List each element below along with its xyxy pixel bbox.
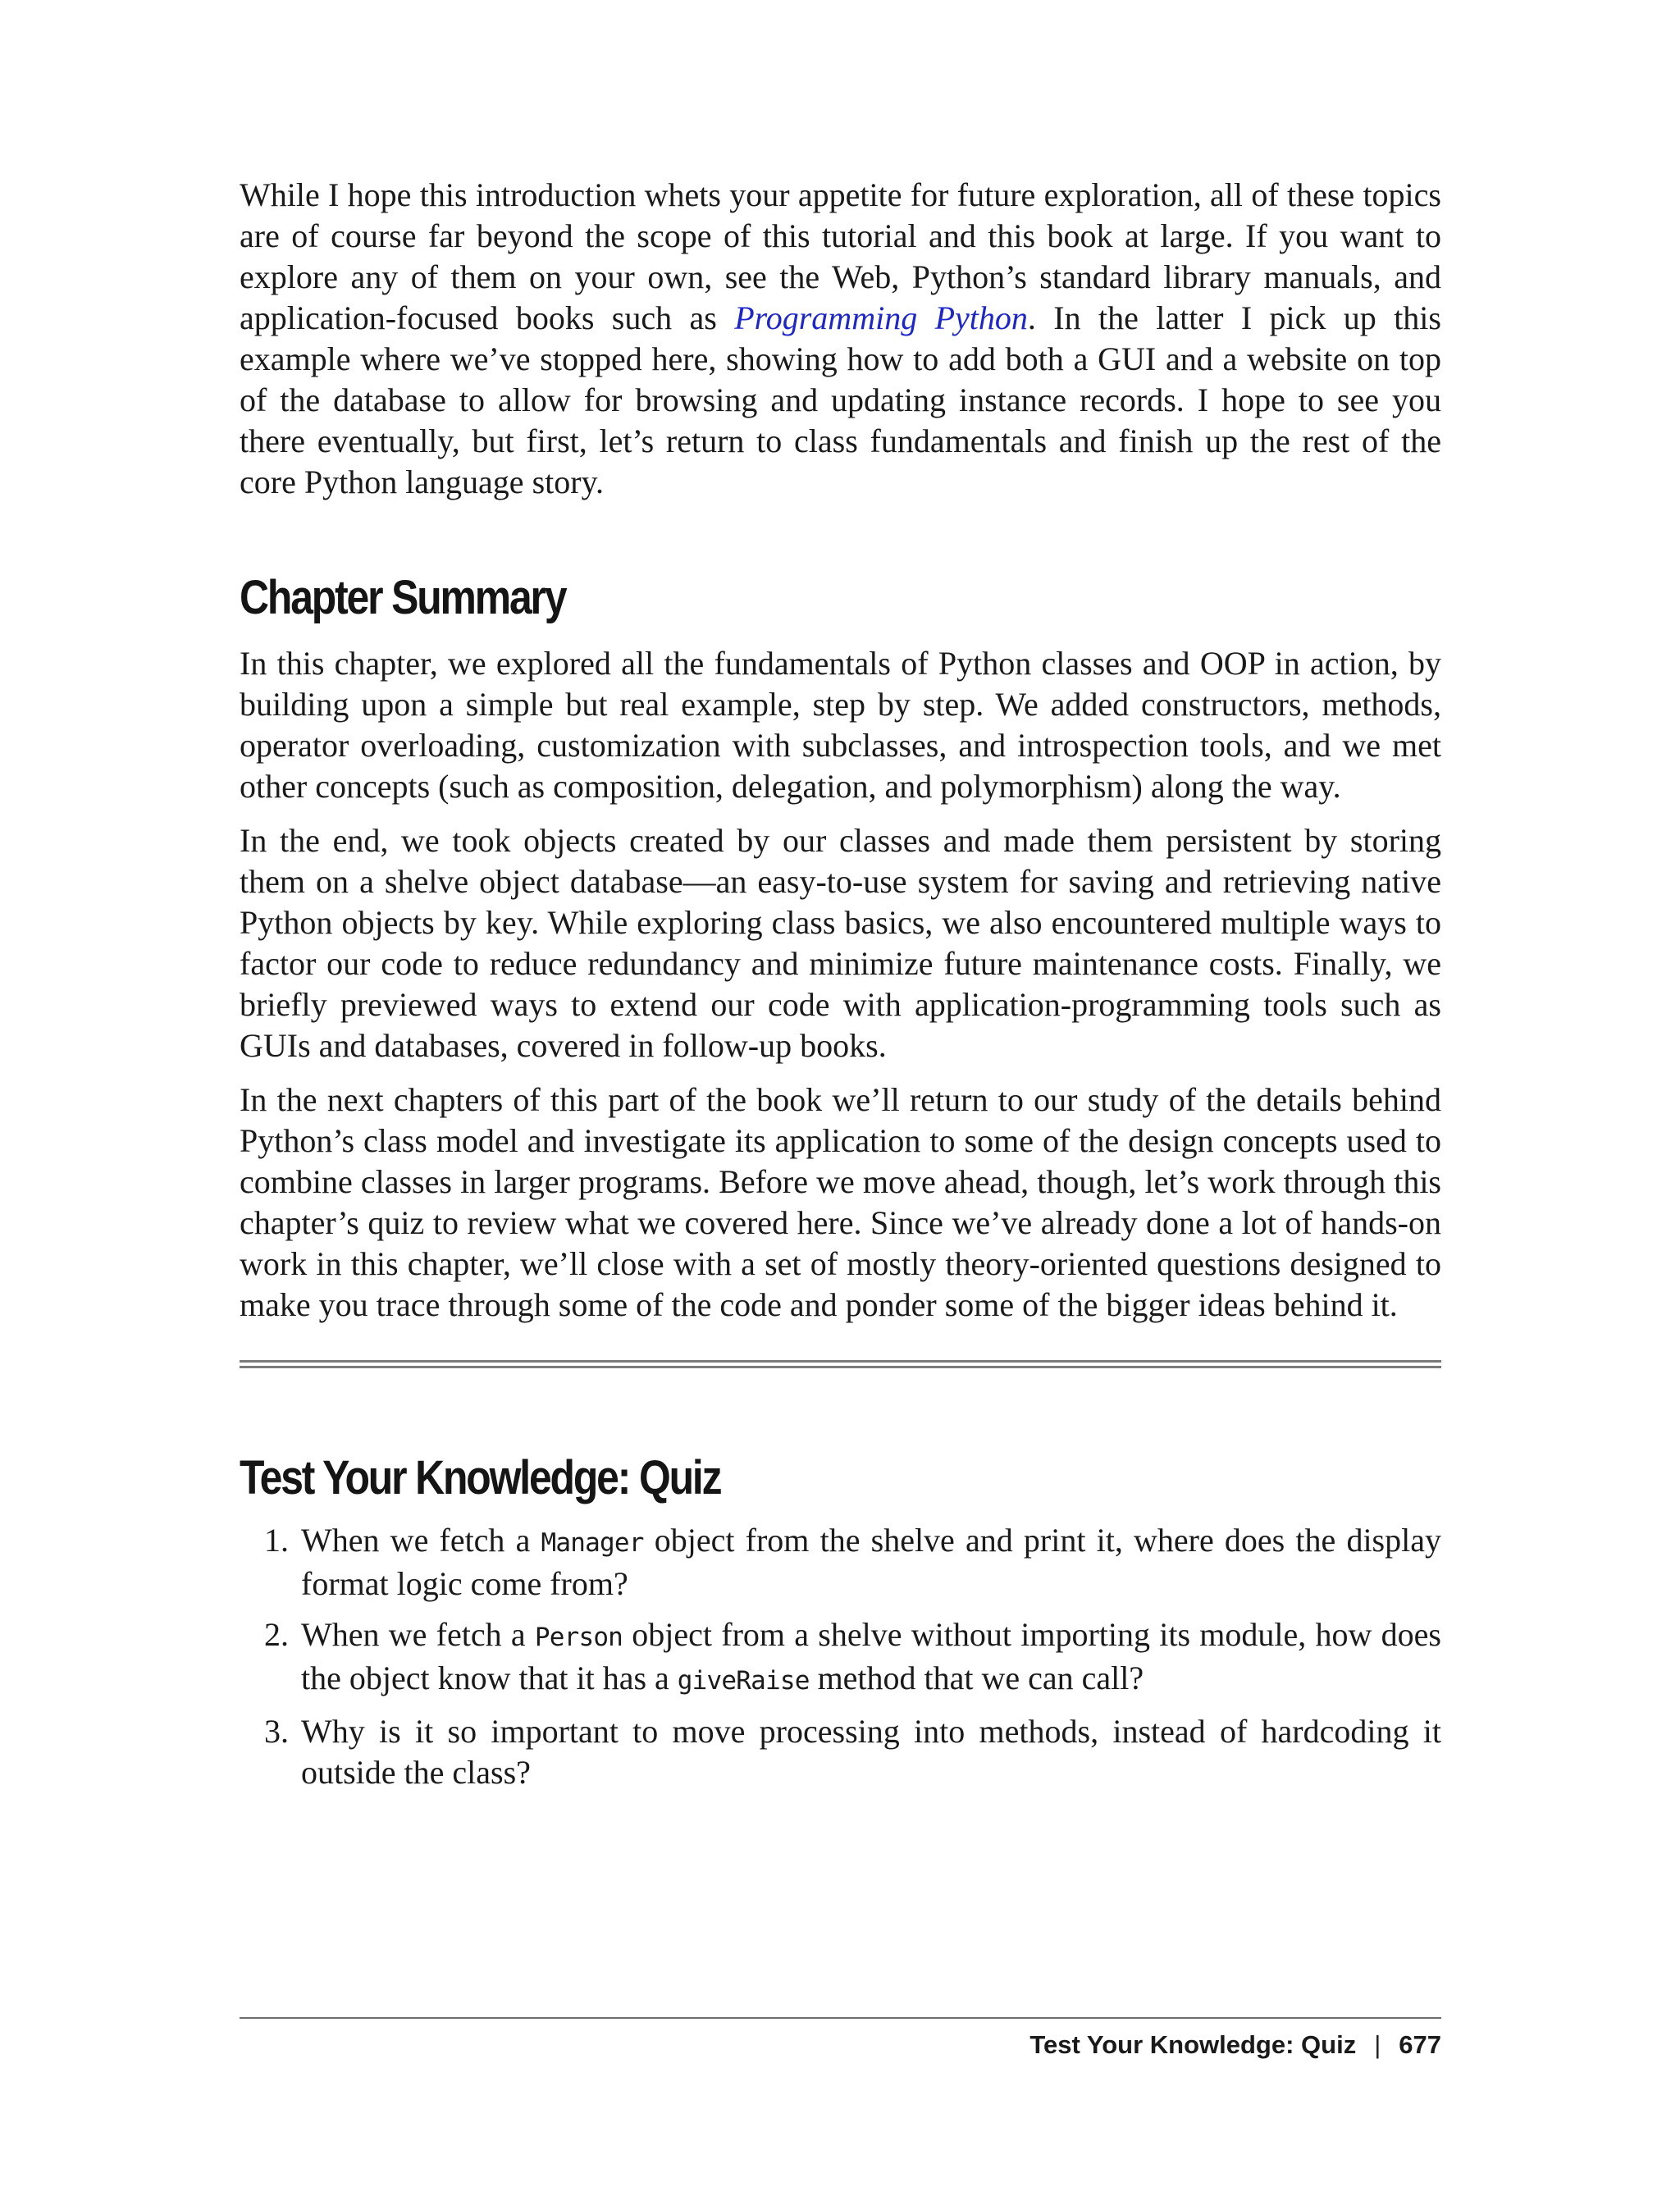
intro-text-after-link: . In the latter I pick up this example where we’ve stopped here, showing how to add both a GUI and a website on top of the database to allow for browsing and updating instance records. I hope to see you there eventually, but first, let’s return to class fundamentals and finish up the rest of the core Python language story.	[240, 299, 1441, 500]
quiz-item-text: object from the shelve and print it, where does the display format logic come from?	[301, 1522, 1441, 1602]
quiz-item-1	[240, 1520, 1441, 1605]
footer-rule	[240, 2017, 1441, 2019]
quiz-list	[240, 1520, 1441, 1793]
quiz-item-text: Why is it so important to move processing into methods, instead of hardcoding it outside the class?	[301, 1713, 1441, 1791]
quiz-item-text: When we fetch a	[301, 1616, 535, 1653]
programming-python-link[interactable]: Programming Python	[734, 299, 1028, 336]
quiz-item-text: method that we can call?	[809, 1659, 1144, 1696]
quiz-item-number: 1.	[264, 1522, 289, 1559]
page-number: 677	[1399, 2030, 1441, 2059]
quiz-item-number: 2.	[264, 1616, 289, 1653]
chapter-summary-heading: Chapter Summary	[240, 571, 566, 624]
summary-paragraph-3: In the next chapters of this part of the book we’ll return to our study of the details behind Python’s class model and investigate its application to some of the design concepts used to combine classes in larger programs. Before we move ahead, though, let’s work through this chapter’s quiz to review what we covered here. Since we’ve already done a lot of hands-on work in this chapter, we’ll close with a set of mostly theory-oriented questions designed to make you trace through some of the code and ponder some of the bigger ideas behind it.	[240, 1081, 1441, 1323]
quiz-item-number: 3.	[264, 1713, 289, 1750]
footer-section-title: Test Your Knowledge: Quiz	[1029, 2030, 1357, 2059]
quiz-heading: Test Your Knowledge: Quiz	[240, 1451, 721, 1504]
intro-paragraph	[240, 175, 1441, 503]
quiz-item-3	[240, 1711, 1441, 1793]
page-footer	[1029, 2030, 1441, 2060]
quiz-item-2	[240, 1614, 1441, 1701]
section-divider	[240, 1360, 1441, 1368]
code-person: Person	[534, 1623, 623, 1652]
summary-paragraph-2: In the end, we took objects created by our classes and made them persistent by storing them on a shelve object database—an easy-to-use system for saving and retrieving native Python objects by key. While exploring class basics, we also encountered multiple ways to factor our code to reduce redundancy and minimize future maintenance costs. Finally, we briefly previewed ways to extend our code with application-programming tools such as GUIs and databases, covered in follow-up books.	[240, 822, 1441, 1064]
quiz-item-text: object from a shelve without importing its module, how does the object know that it has a	[301, 1616, 1441, 1696]
code-giveraise: giveRaise	[677, 1666, 810, 1696]
code-manager: Manager	[541, 1528, 644, 1558]
footer-separator: |	[1374, 2030, 1381, 2059]
summary-paragraph-1: In this chapter, we explored all the fundamentals of Python classes and OOP in action, by building upon a simple but real example, step by step. We added constructors, methods, operator overloading, customization with subclasses, and introspection tools, and we met other concepts (such as composition, delegation, and polymorphism) along the way.	[240, 645, 1441, 805]
quiz-item-text: When we fetch a	[301, 1522, 541, 1559]
page-content	[240, 175, 1441, 1803]
intro-text-before-link: While I hope this introduction whets your appetite for future exploration, all of these topics are of course far beyond the scope of this tutorial and this book at large. If you want to explore any of them on your own, see the Web, Python’s standard library manuals, and application-focused books such as	[240, 176, 1441, 336]
